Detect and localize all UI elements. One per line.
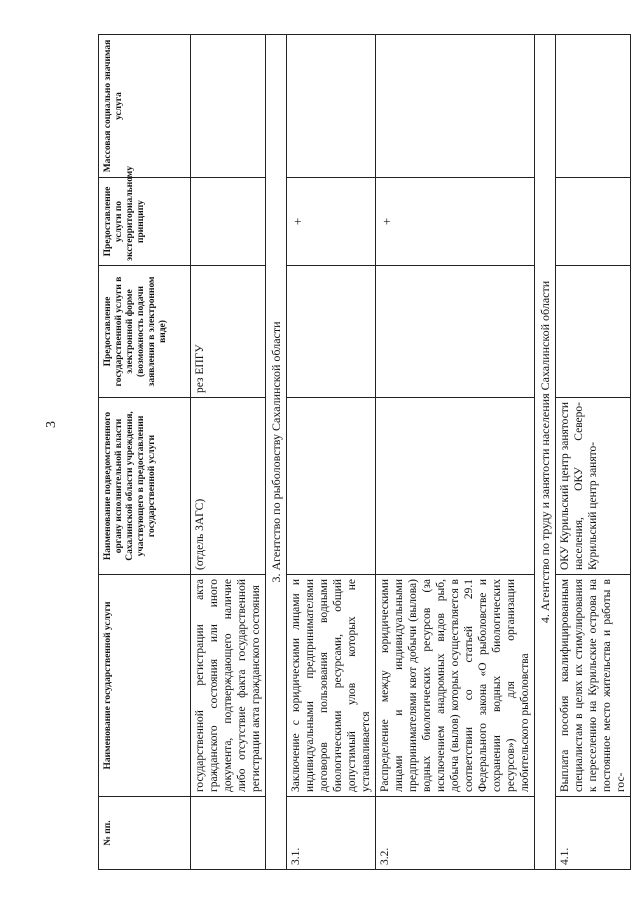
row-electronic: [376, 266, 535, 398]
header-mass-service: Массовая социально значимая услуга: [99, 35, 191, 178]
row-agency: (отдель ЗАГС): [191, 398, 266, 575]
services-table: [98, 34, 631, 870]
row-agency: ОКУ Курильский центр занятости населения, ОКУ Северо-Курильский центр занято-: [556, 398, 631, 575]
row-extraterritorial: +: [287, 178, 376, 266]
table-header-row: [99, 35, 191, 870]
table-row: [191, 35, 266, 870]
row-mass-service: [556, 35, 631, 178]
row-electronic: [287, 266, 376, 398]
rotated-table-page: [98, 35, 633, 870]
row-service-name: государственной регистрации акта гражданского состояния или иного документа, подтверждающего наличие либо отсутствие факта государственной регистрации акта гражданского состояния: [191, 575, 266, 797]
table-row: [287, 35, 376, 870]
row-electronic: рез ЕПГУ: [191, 266, 266, 398]
row-mass-service: [191, 35, 266, 178]
row-extraterritorial: [191, 178, 266, 266]
row-service-name: Выплата пособия квалифицированным специалистам в целях их стимулирования к переселению на Курильские острова на постоянное место жительства и работы в гос-: [556, 575, 631, 797]
row-mass-service: [376, 35, 535, 178]
section-row: [266, 35, 287, 870]
page-number: 3: [44, 421, 59, 428]
table-row: [376, 35, 535, 870]
section-title: 3. Агентство по рыболовству Сахалинской области: [266, 35, 287, 870]
row-agency: [376, 398, 535, 575]
table-row: [556, 35, 631, 870]
header-extraterritorial: Предоставление услуги по экстерриториальному принципу: [99, 178, 191, 266]
row-agency: [287, 398, 376, 575]
section-title: 4. Агентство по труду и занятости населения Сахалинской области: [535, 35, 556, 870]
section-row: [535, 35, 556, 870]
header-num: № пп.: [99, 797, 191, 870]
header-service-name: Наименование государственной услуги: [99, 575, 191, 797]
row-mass-service: [287, 35, 376, 178]
row-num: [191, 797, 266, 870]
row-num: 4.1.: [556, 797, 631, 870]
row-extraterritorial: +: [376, 178, 535, 266]
row-num: 3.1.: [287, 797, 376, 870]
header-agency: Наименование подведомственного органу исполнительной власти Сахалинской области учреждения, участвующего в предоставлении государственной услуги: [99, 398, 191, 575]
row-electronic: [556, 266, 631, 398]
header-electronic: Предоставление государственной услуги в электронной форме (возможность подачи заявления в электронном виде): [99, 266, 191, 398]
row-service-name: Заключение с юридическими лицами и индивидуальными предпринимателями договоров пользования водными биологическими ресурсами, общий допустимый улов которых не устанавливается: [287, 575, 376, 797]
row-extraterritorial: [556, 178, 631, 266]
row-service-name: Распределение между юридическими лицами и индивидуальными предпринимателями квот добычи (вылова) водных биологических ресурсов (за исключением анадромных видов рыб, добыча (вылов) которых осуществляется в соответствии со статьей 29.1 Федерального закона «О рыболовстве и сохранении водных биологических ресурсов») для организации любительского рыболовства: [376, 575, 535, 797]
row-num: 3.2.: [376, 797, 535, 870]
